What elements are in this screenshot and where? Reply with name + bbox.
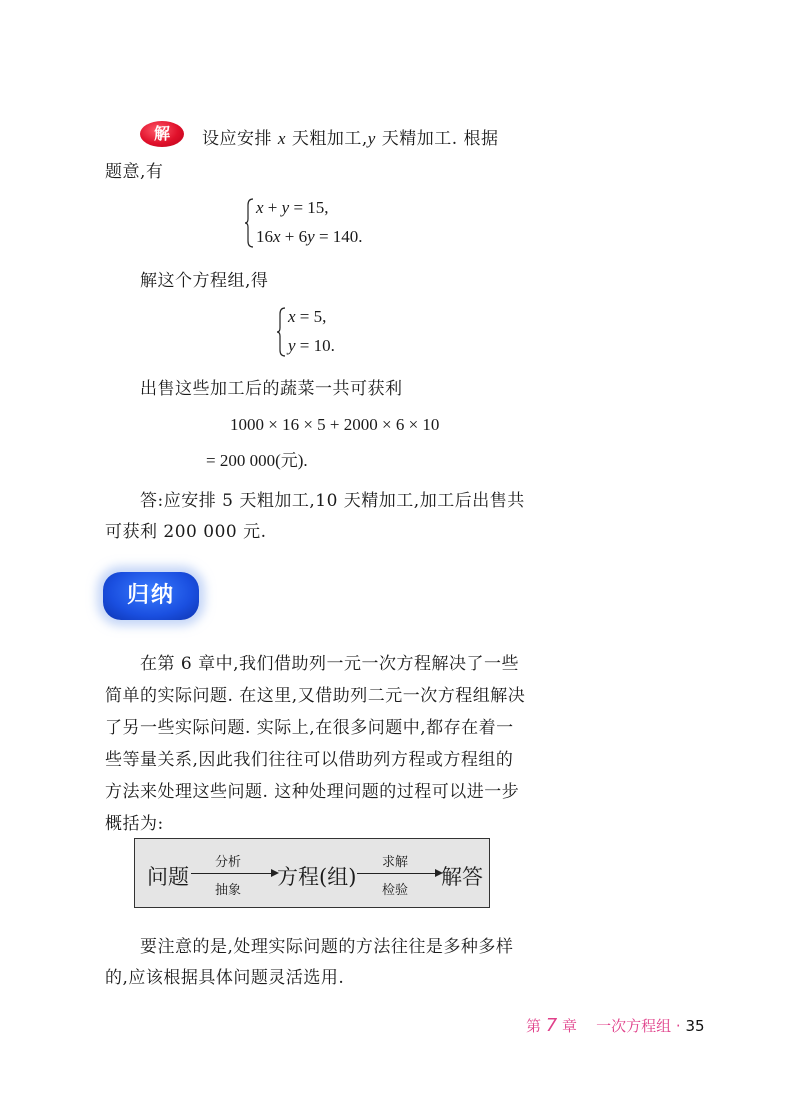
intro-line-1 <box>202 124 499 149</box>
process-flow-box <box>134 838 490 908</box>
chapter-title: 一次方程组 <box>596 1017 672 1035</box>
note-line-1: 要注意的是,处理实际问题的方法往往是多种多样 <box>140 937 514 957</box>
variable-y: y <box>367 129 376 148</box>
summary-line-6: 概括为: <box>105 814 164 834</box>
page-footer <box>526 1015 705 1036</box>
solution-badge: 解 <box>140 121 184 147</box>
solution-row-1: x = 5, <box>288 307 327 326</box>
note-line-2: 的,应该根据具体问题灵活选用. <box>105 968 345 988</box>
footer-separator: · <box>675 1017 681 1035</box>
solution-row-2: y = 10. <box>288 336 335 355</box>
summary-line-2: 简单的实际问题. 在这里,又借助列二元一次方程组解决 <box>105 686 526 706</box>
equation-row-2: 16x + 6y = 140. <box>256 227 363 246</box>
arrow-label-solve: 求解 <box>382 855 409 870</box>
calculation-line-1: 1000 × 16 × 5 + 2000 × 6 × 10 <box>230 415 440 434</box>
equation-system-2 <box>276 307 396 357</box>
answer-line-1: 答:应安排 5 天粗加工,10 天精加工,加工后出售共 <box>140 491 525 511</box>
intro-text-a: 设应安排 <box>202 129 272 149</box>
variable-x: x <box>277 129 286 148</box>
arrow-label-abstract: 抽象 <box>215 883 242 898</box>
equation-row-1: x + y = 15, <box>256 198 329 217</box>
intro-text-b: 天粗加工, <box>291 129 368 149</box>
left-brace-icon <box>244 198 254 248</box>
summary-badge: 归纳 <box>103 572 199 620</box>
arrow-right-icon <box>191 873 277 874</box>
flow-node-answer: 解答 <box>441 865 483 889</box>
chapter-number: 7 <box>545 1015 558 1036</box>
answer-line-2: 可获利 200 000 元. <box>105 522 267 542</box>
arrow-label-check: 检验 <box>382 883 409 898</box>
chapter-prefix: 第 <box>526 1017 542 1035</box>
page-number: 35 <box>685 1017 705 1035</box>
equation-system-1 <box>244 198 444 248</box>
flow-node-problem: 问题 <box>147 865 189 889</box>
profit-text: 出售这些加工后的蔬菜一共可获利 <box>140 379 403 399</box>
summary-line-1: 在第 6 章中,我们借助列一元一次方程解决了一些 <box>140 654 520 674</box>
chapter-suffix: 章 <box>562 1017 578 1035</box>
intro-line-2: 题意,有 <box>105 162 164 182</box>
intro-text-c: 天精加工. 根据 <box>381 129 499 149</box>
calculation-line-2: = 200 000(元). <box>206 451 308 470</box>
solve-text: 解这个方程组,得 <box>140 271 269 291</box>
left-brace-icon <box>276 307 286 357</box>
summary-line-3: 了另一些实际问题. 实际上,在很多问题中,都存在着一 <box>105 718 514 738</box>
arrow-right-icon <box>357 873 441 874</box>
flow-node-equation: 方程(组) <box>277 865 357 889</box>
summary-line-5: 方法来处理这些问题. 这种处理问题的过程可以进一步 <box>105 782 520 802</box>
summary-line-4: 些等量关系,因此我们往往可以借助列方程或方程组的 <box>105 750 514 770</box>
arrow-label-analyze: 分析 <box>215 855 242 870</box>
